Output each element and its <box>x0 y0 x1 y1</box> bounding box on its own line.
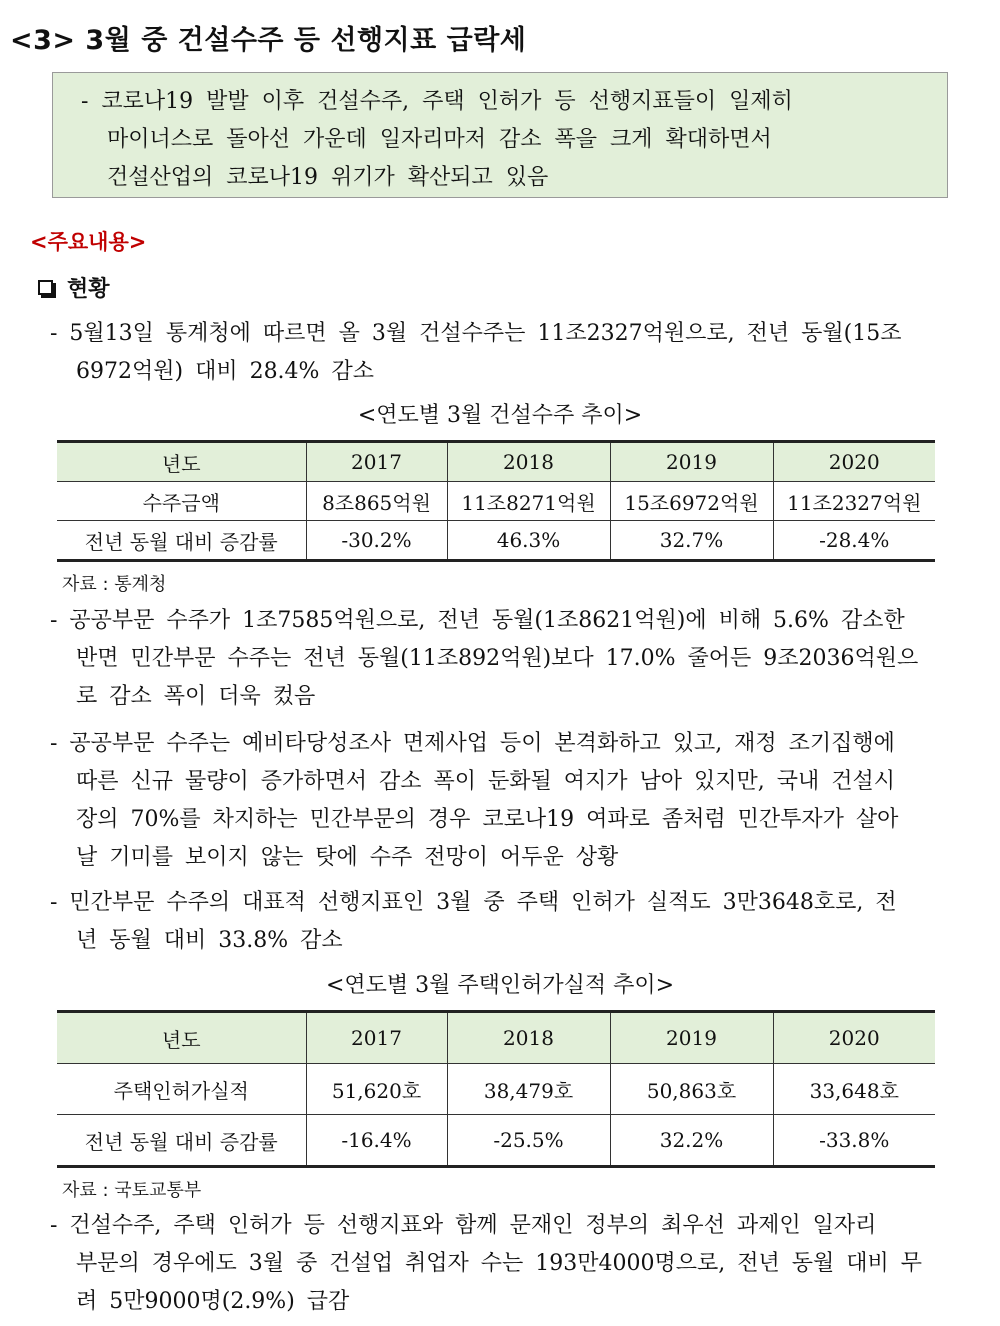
table2-caption: <연도별 3월 주택인허가실적 추이> <box>325 973 675 998</box>
table-cell: -30.2% <box>306 521 447 561</box>
table-header-cell: 2018 <box>447 1012 610 1064</box>
paragraph-2 <box>50 602 985 716</box>
table1-caption: <연도별 3월 건설수주 추이> <box>357 403 643 428</box>
summary-box <box>52 72 948 198</box>
paragraph-1 <box>50 315 985 391</box>
table-cell: 주택인허가실적 <box>57 1064 306 1115</box>
table-cell: 50,863호 <box>610 1064 773 1115</box>
paragraph-line: - 건설수주, 주택 인허가 등 선행지표와 함께 문재인 정부의 최우선 과제인 일자리 <box>50 1213 877 1238</box>
paragraph-line: 6972억원) 대비 28.4% 감소 <box>76 359 374 384</box>
table-header-cell: 2017 <box>306 1012 447 1064</box>
paragraph-line: 려 5만9000명(2.9%) 급감 <box>76 1289 350 1314</box>
table-cell: 15조6972억원 <box>610 482 773 521</box>
table-header-cell: 2019 <box>610 1012 773 1064</box>
paragraph-line: - 공공부문 수주가 1조7585억원으로, 전년 동월(1조8621억원)에 비해 5.6% 감소한 <box>50 608 905 633</box>
housing-permits-table <box>57 1010 935 1168</box>
table-cell: 전년 동월 대비 증감률 <box>57 521 306 561</box>
table-cell: 수주금액 <box>57 482 306 521</box>
table-row <box>57 482 935 521</box>
table-header-cell: 2020 <box>773 1012 935 1064</box>
summary-line: - 코로나19 발발 이후 건설수주, 주택 인허가 등 선행지표들이 일제히 <box>81 89 793 114</box>
table-header-row <box>57 442 935 482</box>
summary-line: 마이너스로 돌아선 가운데 일자리마저 감소 폭을 크게 확대하면서 <box>107 127 772 152</box>
paragraph-line: - 5월13일 통계청에 따르면 올 3월 건설수주는 11조2327억원으로, 전년 동월(15조 <box>50 321 902 346</box>
table-header-row <box>57 1012 935 1064</box>
table-header-cell: 년도 <box>57 1012 306 1064</box>
paragraph-line: - 민간부문 수주의 대표적 선행지표인 3월 중 주택 인허가 실적도 3만3648호로, 전 <box>50 890 897 915</box>
table-row <box>57 521 935 561</box>
table-cell: -25.5% <box>447 1115 610 1167</box>
table-cell: 11조2327억원 <box>773 482 935 521</box>
table-row <box>57 1115 935 1167</box>
table-header-cell: 년도 <box>57 442 306 482</box>
paragraph-line: 년 동월 대비 33.8% 감소 <box>76 928 343 953</box>
page-title: <3> 3월 중 건설수주 등 선행지표 급락세 <box>10 25 527 56</box>
table-cell: 전년 동월 대비 증감률 <box>57 1115 306 1167</box>
paragraph-line: 따른 신규 물량이 증가하면서 감소 폭이 둔화될 여지가 남아 있지만, 국내 건설시 <box>76 769 895 794</box>
table1-source: 자료 : 통계청 <box>62 574 167 595</box>
paragraph-line: 날 기미를 보이지 않는 탓에 수주 전망이 어두운 상황 <box>76 845 619 870</box>
paragraph-4 <box>50 884 985 960</box>
paragraph-line: 반면 민간부문 수주는 전년 동월(11조892억원)보다 17.0% 줄어든 9조2036억원으 <box>76 646 919 671</box>
table-cell: -33.8% <box>773 1115 935 1167</box>
summary-line: 건설산업의 코로나19 위기가 확산되고 있음 <box>107 165 549 190</box>
section-label: <주요내용> <box>30 230 147 254</box>
paragraph-line: 로 감소 폭이 더욱 컸음 <box>76 684 316 709</box>
table-cell: 38,479호 <box>447 1064 610 1115</box>
table-cell: -28.4% <box>773 521 935 561</box>
table-cell: 51,620호 <box>306 1064 447 1115</box>
table-header-cell: 2017 <box>306 442 447 482</box>
construction-orders-table <box>57 440 935 562</box>
table-cell: 32.2% <box>610 1115 773 1167</box>
table-cell: 11조8271억원 <box>447 482 610 521</box>
table-cell: -16.4% <box>306 1115 447 1167</box>
table-cell: 32.7% <box>610 521 773 561</box>
table-header-cell: 2020 <box>773 442 935 482</box>
checkbox-bullet-icon <box>38 280 53 295</box>
table-cell: 33,648호 <box>773 1064 935 1115</box>
paragraph-5 <box>50 1207 985 1321</box>
paragraph-line: 부문의 경우에도 3월 중 건설업 취업자 수는 193만4000명으로, 전년 동월 대비 무 <box>76 1251 922 1276</box>
table-header-cell: 2019 <box>610 442 773 482</box>
table2-source: 자료 : 국토교통부 <box>62 1180 202 1201</box>
status-heading <box>38 272 110 303</box>
paragraph-3 <box>50 725 985 877</box>
paragraph-line: - 공공부문 수주는 예비타당성조사 면제사업 등이 본격화하고 있고, 재정 조기집행에 <box>50 731 895 756</box>
table-cell: 46.3% <box>447 521 610 561</box>
table-header-cell: 2018 <box>447 442 610 482</box>
table-row <box>57 1064 935 1115</box>
heading-text: 현황 <box>67 277 110 302</box>
paragraph-line: 장의 70%를 차지하는 민간부문의 경우 코로나19 여파로 좀처럼 민간투자가 살아 <box>76 807 899 832</box>
table-cell: 8조865억원 <box>306 482 447 521</box>
